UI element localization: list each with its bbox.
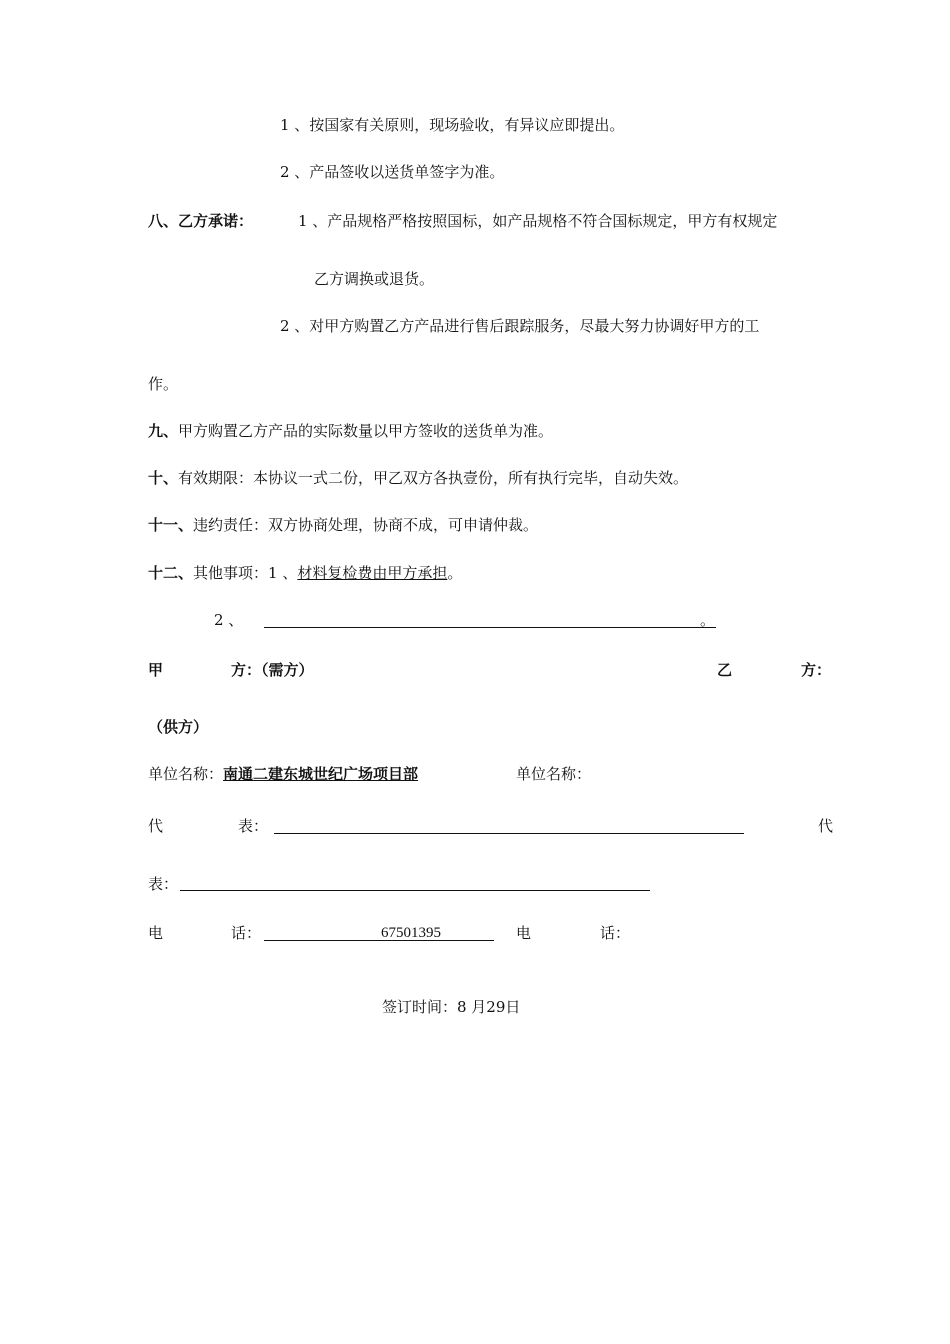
party-jia-label-a: 甲 — [148, 661, 164, 679]
clause12-item2-end: 。 — [700, 611, 716, 629]
clause8-item1-line1: 1 、产品规格严格按照国标，如产品规格不符合国标规定，甲方有权规定 — [298, 212, 778, 230]
clause12-label: 其他事项：1 、 — [193, 564, 298, 582]
phone-jia-label-a: 电 — [148, 924, 164, 942]
rep-jia-blank — [274, 833, 744, 834]
phone-jia-value: 67501395 — [381, 925, 441, 941]
clause12-item2-blank — [264, 627, 716, 628]
rep-yi-blank — [180, 890, 650, 891]
clause7-item1: 1 、按国家有关原则，现场验收，有异议应即提出。 — [280, 116, 625, 134]
clause9-number: 九、 — [148, 422, 179, 440]
party-jia-label-b: 方：（需方） — [231, 661, 314, 679]
clause8-item2-line2: 作。 — [148, 375, 179, 393]
clause11-text: 违约责任：双方协商处理，协商不成，可申请仲裁。 — [193, 516, 539, 534]
clause11 — [148, 515, 538, 535]
clause12 — [148, 563, 462, 583]
clause12-item1-end: 。 — [447, 564, 463, 582]
phone-yi-label-a: 电 — [516, 924, 532, 942]
clause12-item2-number: 2 、 — [214, 611, 244, 629]
unit-jia-name: 南通二建东城世纪广场项目部 — [223, 765, 419, 783]
unit-yi-label: 单位名称： — [516, 765, 592, 783]
phone-jia-blank — [264, 940, 494, 941]
signing-date: 签订时间：8 月29日 — [382, 998, 521, 1016]
party-yi-label-a: 乙 — [717, 661, 733, 679]
clause10-number: 十、 — [148, 469, 179, 487]
phone-yi-label-b: 话： — [600, 924, 631, 942]
unit-jia-label: 单位名称： — [148, 765, 224, 783]
clause9-text: 甲方购置乙方产品的实际数量以甲方签收的送货单为准。 — [178, 422, 554, 440]
clause9 — [148, 421, 553, 441]
party-yi-role: （供方） — [148, 718, 209, 736]
clause12-item1: 材料复检费由甲方承担 — [297, 564, 448, 582]
rep-yi-label-a: 代 — [818, 817, 834, 835]
rep-jia-label-a: 代 — [148, 817, 164, 835]
unit-jia — [148, 764, 418, 784]
phone-jia-label-b: 话： — [231, 924, 262, 942]
rep-jia-label-b: 表： — [238, 817, 269, 835]
clause11-number: 十一、 — [148, 516, 194, 534]
clause8-item2-line1: 2 、对甲方购置乙方产品进行售后跟踪服务，尽最大努力协调好甲方的工 — [280, 317, 760, 335]
clause10-text: 有效期限：本协议一式二份，甲乙双方各执壹份，所有执行完毕，自动失效。 — [178, 469, 689, 487]
clause8-heading: 八、乙方承诺： — [148, 212, 254, 230]
clause7-item2: 2 、产品签收以送货单签字为准。 — [280, 163, 505, 181]
party-yi-label-b: 方： — [801, 661, 832, 679]
clause10 — [148, 468, 688, 488]
clause12-number: 十二、 — [148, 564, 194, 582]
clause8-item1-line2: 乙方调换或退货。 — [314, 270, 435, 288]
rep-yi-label-b: 表： — [148, 875, 179, 893]
